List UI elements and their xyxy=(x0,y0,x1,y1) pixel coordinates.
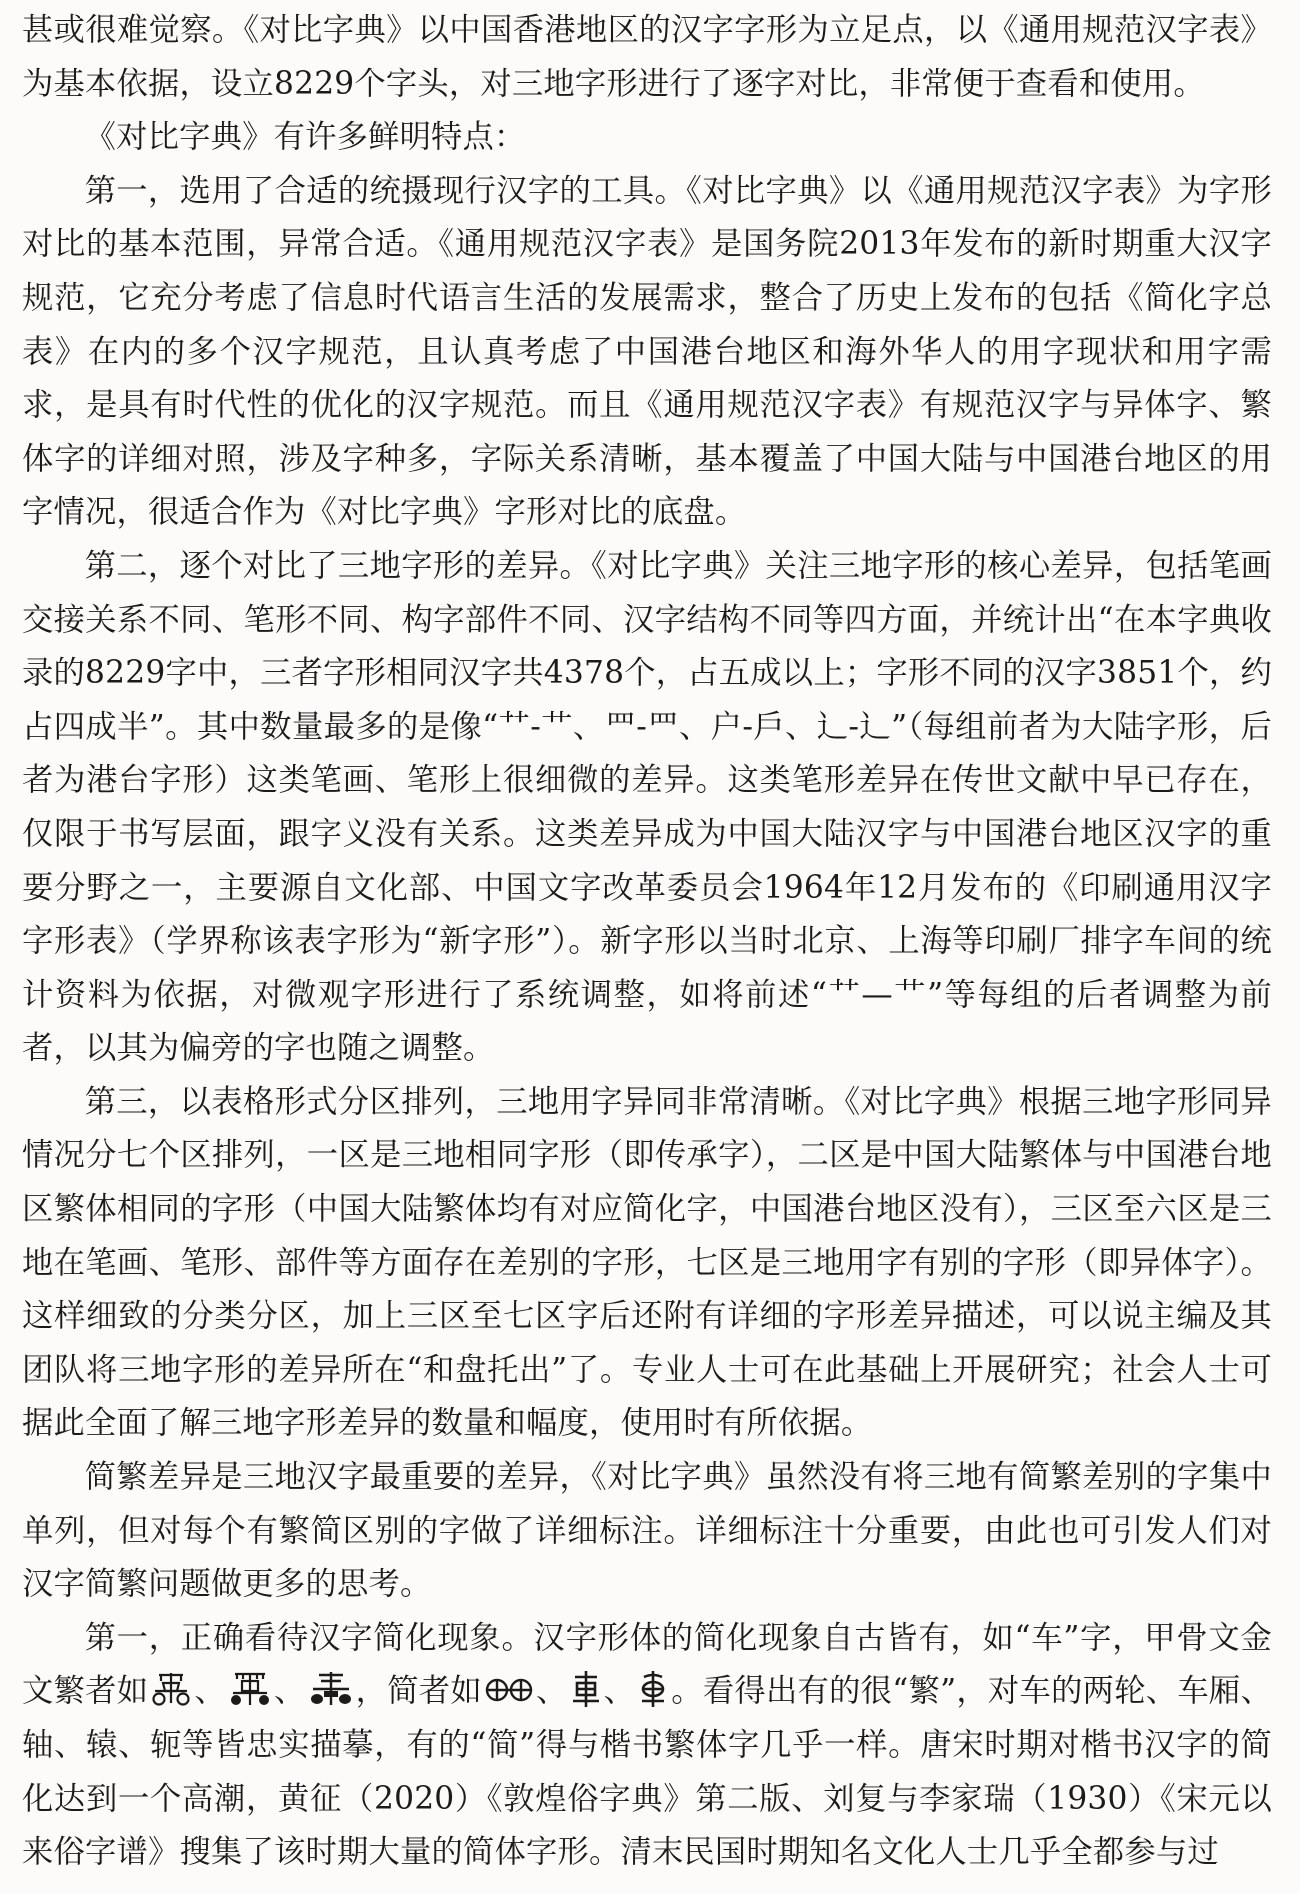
paragraph-7-middle: ，简者如 xyxy=(355,1673,482,1710)
complex-separator-1: 、 xyxy=(194,1673,226,1710)
chariot-oracle-complex-3-icon xyxy=(309,1669,353,1709)
paragraph-5: 第三，以表格形式分区排列，三地用字异同非常清晰。《对比字典》根据三地字形同异情况分七个区排列，一区是三地相同字形（即传承字），二区是中国大陆繁体与中国港台地区繁体相同的字形（中国大陆繁体均有对应简化字，中国港台地区没有），三区至六区是三地在笔画、笔形、部件等方面存在差别的字形，七区是三地用字有别的字形（即异体字）。这样细致的分类分区，加上三区至七区字后还附有详细的字形差异描述，可以说主编及其团队将三地字形的差异所在“和盘托出”了。专业人士可在此基础上开展研究；社会人士可据此全面了解三地字形差异的数量和幅度，使用时有所依据。 xyxy=(22,1083,1272,1442)
paragraph-7 xyxy=(22,1612,1272,1880)
chariot-oracle-complex-1-icon xyxy=(151,1669,191,1709)
paragraph-6: 简繁差异是三地汉字最重要的差异，《对比字典》虽然没有将三地有简繁差别的字集中单列，但对每个有繁简区别的字做了详细标注。详细标注十分重要，由此也可引发人们对汉字简繁问题做更多的思考。 xyxy=(22,1459,1272,1603)
chariot-oracle-simple-1-icon xyxy=(485,1671,533,1709)
paragraph-4: 第二，逐个对比了三地字形的差异。《对比字典》关注三地字形的核心差异，包括笔画交接关系不同、笔形不同、构字部件不同、汉字结构不同等四方面，并统计出“在本字典收录的8229字中，三者字形相同汉字共4378个，占五成以上；字形不同的汉字3851个，约占四成半”。其中数量最多的是像“⺿-艹、⺫-罒、户-戶、辶-辶”（每组前者为大陆字形，后者为港台字形）这类笔画、笔形上很细微的差异。这类笔形差异在传世文献中早已存在，仅限于书写层面，跟字义没有关系。这类差异成为中国大陆汉字与中国港台地区汉字的重要分野之一，主要源自文化部、中国文字改革委员会1964年12月发布的《印刷通用汉字字形表》（学界称该表字形为“新字形”）。新字形以当时北京、上海等印刷厂排字车间的统计资料为依据，对微观字形进行了系统调整，如将前述“⺿—艹”等每组的后者调整为前者，以其为偏旁的字也随之调整。 xyxy=(22,547,1272,1067)
paragraph-2: 《对比字典》有许多鲜明特点： xyxy=(84,119,526,156)
simple-separator-2: 、 xyxy=(603,1673,636,1710)
paragraph-7-before: 第一，正确看待汉字简化现象。汉字形体的简化现象自古皆有，如“车”字，甲骨文金文繁者如 xyxy=(22,1619,1272,1710)
paragraph-3: 第一，选用了合适的统摄现行汉字的工具。《对比字典》以《通用规范汉字表》为字形对比的基本范围，异常合适。《通用规范汉字表》是国务院2013年发布的新时期重大汉字规范，它充分考虑了信息时代语言生活的发展需求，整合了历史上发布的包括《简化字总表》在内的多个汉字规范，且认真考虑了中国港台地区和海外华人的用字现状和用字需求，是具有时代性的优化的汉字规范。而且《通用规范汉字表》有规范汉字与异体字、繁体字的详细对照，涉及字种多，字际关系清晰，基本覆盖了中国大陆与中国港台地区的用字情况，很适合作为《对比字典》字形对比的底盘。 xyxy=(22,172,1272,531)
chariot-oracle-simple-2-icon xyxy=(571,1669,601,1709)
complex-separator-2: 、 xyxy=(273,1673,306,1710)
paragraph-1: 甚或很难觉察。《对比字典》以中国香港地区的汉字字形为立足点，以《通用规范汉字表》为基本依据，设立8229个字头，对三地字形进行了逐字对比，非常便于查看和使用。 xyxy=(22,12,1272,102)
complex-chariot-glyphs xyxy=(148,1673,355,1709)
chariot-oracle-simple-3-icon xyxy=(638,1669,668,1709)
article-body xyxy=(22,4,1272,1880)
simple-separator-1: 、 xyxy=(535,1673,568,1710)
paragraph-7-after: 。看得出有的很“繁”，对车的两轮、车厢、轴、辕、轭等皆忠实描摹，有的“简”得与楷书繁体字几乎一样。唐宋时期对楷书汉字的简化达到一个高潮，黄征（2020）《敦煌俗字典》第二版、刘复与李家瑞（1930）《宋元以来俗字谱》搜集了该时期大量的简体字形。清末民国时期知名文化人士几乎全都参与过 xyxy=(22,1673,1272,1871)
simple-chariot-glyphs xyxy=(482,1673,671,1709)
chariot-oracle-complex-2-icon xyxy=(229,1669,271,1709)
